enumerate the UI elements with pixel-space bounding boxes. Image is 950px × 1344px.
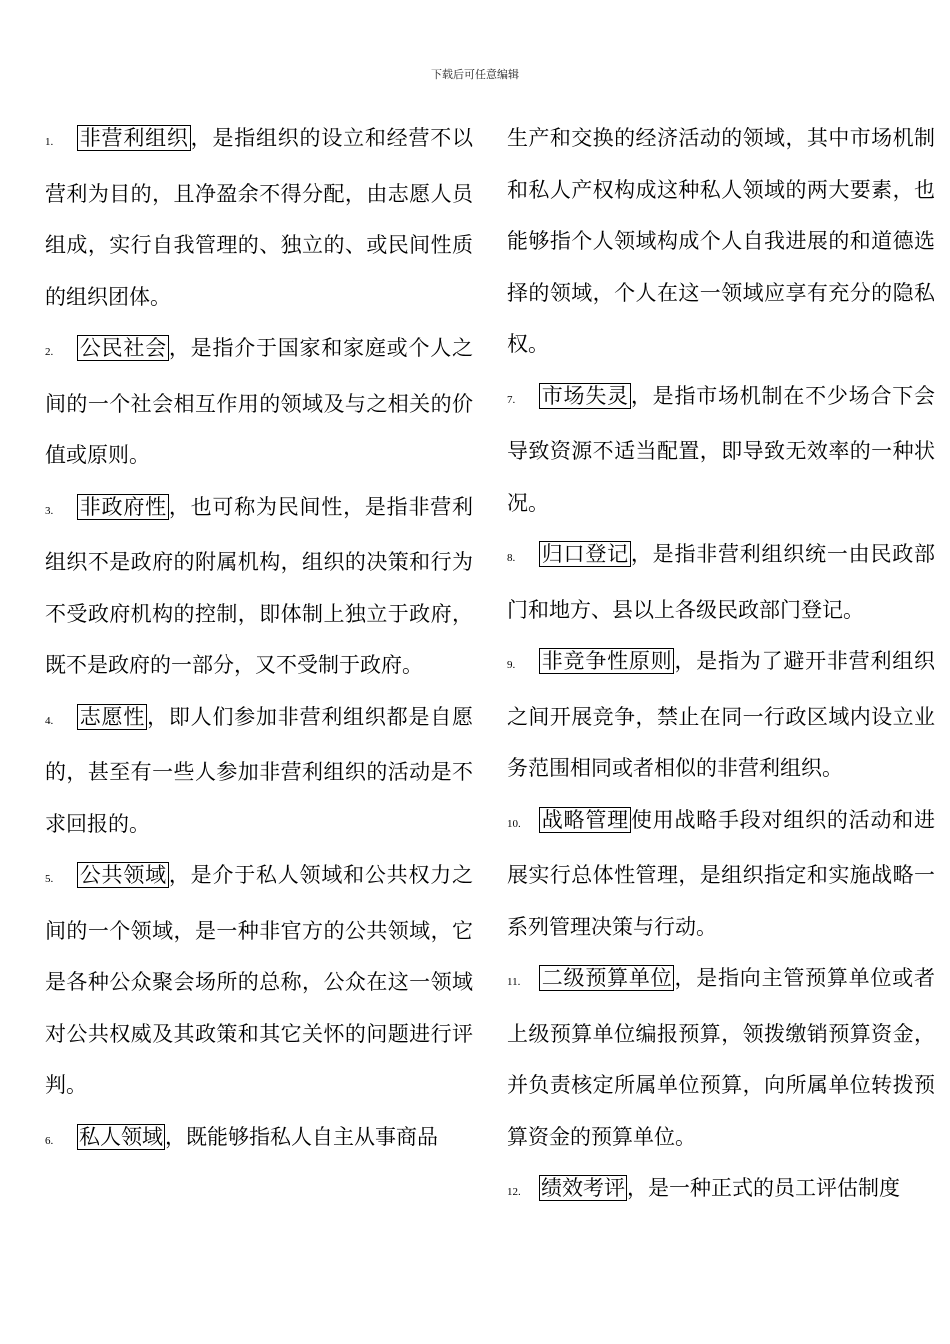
- entry-term: 市场失灵: [541, 383, 629, 408]
- entry-term: 非政府性: [79, 494, 167, 519]
- entry-number: 4.: [45, 714, 54, 727]
- entry-term: 公共领域: [79, 863, 167, 887]
- glossary-entry: [507, 636, 935, 795]
- entry-definition: ，是一种正式的员工评估制度: [627, 1176, 900, 1200]
- entry-term: 战略管理: [541, 807, 629, 832]
- entry-definition: 生产和交换的经济活动的领域，其中市场机制和私人产权构成这种私人领域的两大要素，也能够指个人领域构成个人自我进展的和道德选择的领域，个人在这一领域应享有充分的隐私权。: [507, 126, 935, 356]
- entry-number: 12.: [507, 1186, 521, 1198]
- entry-term: 绩效考评: [541, 1176, 625, 1200]
- entry-number: 7.: [507, 393, 516, 406]
- entry-number: 1.: [45, 136, 54, 148]
- entry-term: 归口登记: [541, 542, 629, 566]
- entry-number: 6.: [45, 1134, 54, 1147]
- entry-definition: ，也可称为民间性，是指非营利组织不是政府的附属机构，组织的决策和行为不受政府机构的控制，即体制上独立于政府，既不是政府的一部分，又不受制于政府。: [45, 494, 474, 677]
- glossary-entry: [507, 1163, 935, 1219]
- entry-definition: ，即人们参加非营利组织都是自愿的，甚至有一些人参加非营利组织的活动是不求回报的。: [45, 704, 474, 836]
- entry-number: 2.: [45, 346, 54, 358]
- entry-definition: ，是指组织的设立和经营不以营利为目的，且净盈余不得分配，由志愿人员组成，实行自我管理的、独立的、或民间性质的组织团体。: [45, 126, 474, 309]
- entry-number: 9.: [507, 659, 516, 671]
- glossary-entry: [507, 795, 935, 954]
- glossary-entry: [507, 529, 935, 636]
- glossary-entry: [45, 113, 473, 323]
- entry-number: 8.: [507, 552, 516, 564]
- glossary-entry: [45, 850, 473, 1112]
- entry-term: 非竞争性原则: [541, 649, 673, 673]
- entry-term: 志愿性: [79, 704, 146, 729]
- left-column: [45, 113, 473, 1167]
- entry-number: 10.: [507, 817, 521, 830]
- entry-definition: ，既能够指私人自主从事商品: [165, 1124, 438, 1149]
- glossary-entry: [45, 482, 473, 692]
- glossary-entry: [507, 371, 935, 530]
- glossary-entry: [507, 953, 935, 1163]
- glossary-entry: [45, 692, 473, 851]
- entry-term: 非营利组织: [79, 126, 189, 150]
- entry-definition: 使用战略手段对组织的活动和进展实行总体性管理，是组织指定和实施战略一系列管理决策与行动。: [507, 807, 936, 939]
- entry-definition: ，是指市场机制在不少场合下会导致资源不适当配置，即导致无效率的一种状况。: [507, 383, 936, 515]
- entry-term: 二级预算单位: [541, 966, 673, 990]
- entry-definition: ，是指为了避开非营利组织之间开展竞争，禁止在同一行政区域内设立业务范围相同或者相似的非营利组织。: [507, 649, 936, 780]
- glossary-entry-continued: [507, 113, 935, 371]
- entry-definition: ，是介于私人领域和公共权力之间的一个领域，是一种非官方的公共领域，它是各种公众聚会场所的总称，公众在这一领域对公共权威及其政策和其它关怀的问题进行评判。: [45, 863, 474, 1097]
- entry-definition: ，是指向主管预算单位或者上级预算单位编报预算，领拨缴销预算资金，并负责核定所属单位预算，向所属单位转拨预算资金的预算单位。: [507, 966, 936, 1149]
- entry-number: 11.: [507, 976, 521, 988]
- entry-term: 公民社会: [79, 336, 167, 360]
- entry-definition: ，是指非营利组织统一由民政部门和地方、县以上各级民政部门登记。: [507, 542, 936, 622]
- right-column: [507, 113, 935, 1219]
- entry-definition: ，是指介于国家和家庭或个人之间的一个社会相互作用的领域及与之相关的价值或原则。: [45, 336, 474, 467]
- glossary-entry: [45, 323, 473, 482]
- entry-number: 3.: [45, 504, 54, 517]
- entry-number: 5.: [45, 873, 54, 885]
- glossary-entry: [45, 1112, 473, 1168]
- page-header: 下载后可任意编辑: [431, 68, 519, 81]
- entry-term: 私人领域: [79, 1124, 163, 1149]
